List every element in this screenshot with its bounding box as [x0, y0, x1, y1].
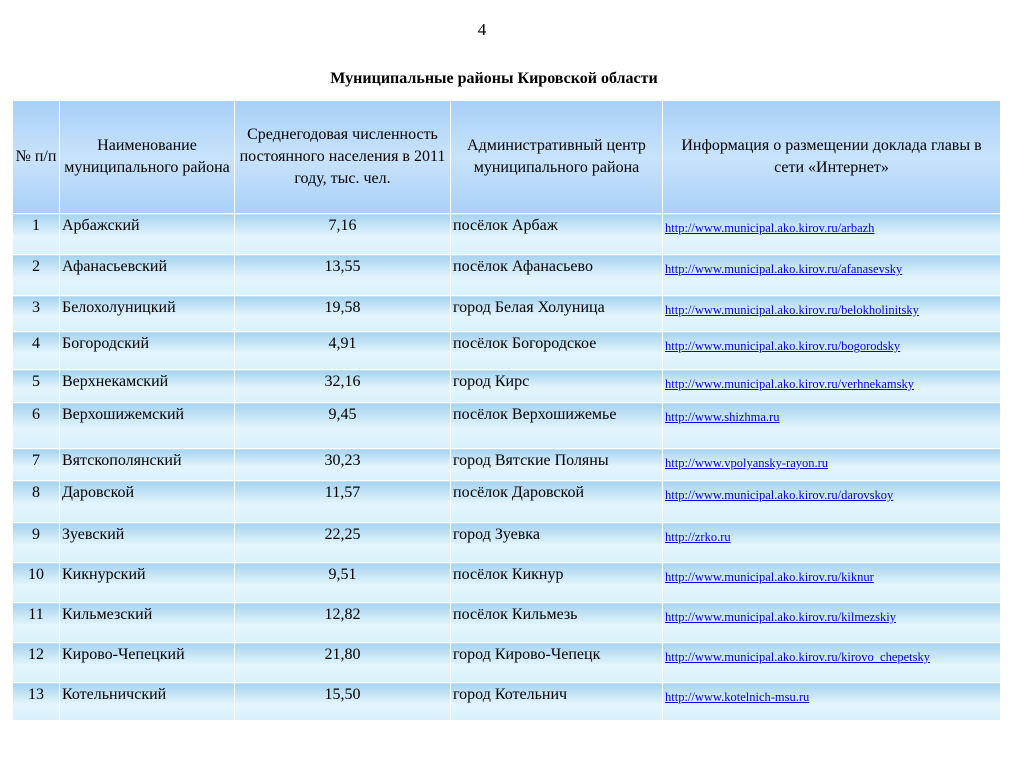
cell-district: Кикнурский — [60, 563, 235, 603]
cell-district: Котельничский — [60, 683, 235, 721]
cell-population: 15,50 — [235, 683, 451, 721]
report-link[interactable]: http://www.municipal.ako.kirov.ru/afanasevsky — [665, 262, 903, 276]
page-title: Муниципальные районы Кировской области — [330, 70, 658, 87]
cell-population: 13,55 — [235, 255, 451, 296]
table-row — [13, 683, 1001, 721]
cell-report-link — [663, 683, 1001, 721]
cell-admin-center: посёлок Кикнур — [451, 563, 663, 603]
table-row — [13, 214, 1001, 255]
table-row — [13, 332, 1001, 370]
cell-admin-center: посёлок Даровской — [451, 481, 663, 523]
cell-number: 1 — [13, 214, 60, 255]
cell-report-link — [663, 603, 1001, 643]
report-link[interactable]: http://www.municipal.ako.kirov.ru/kilmezskiy — [665, 610, 896, 624]
table-row — [13, 481, 1001, 523]
cell-report-link — [663, 449, 1001, 481]
cell-report-link — [663, 214, 1001, 255]
cell-admin-center: город Вятские Поляны — [451, 449, 663, 481]
table-row — [13, 403, 1001, 449]
cell-report-link — [663, 481, 1001, 523]
cell-admin-center: посёлок Кильмезь — [451, 603, 663, 643]
cell-admin-center: город Кирово-Чепецк — [451, 643, 663, 683]
table-row — [13, 449, 1001, 481]
report-link[interactable]: http://www.municipal.ako.kirov.ru/arbazh — [665, 221, 875, 235]
header-population: Среднегодовая численность постоянного населения в 2011 году, тыс. чел. — [235, 101, 451, 214]
report-link[interactable]: http://www.shizhma.ru — [665, 410, 780, 424]
header-number: № п/п — [13, 101, 60, 214]
cell-report-link — [663, 255, 1001, 296]
table-row — [13, 255, 1001, 296]
cell-number: 3 — [13, 296, 60, 332]
cell-population: 9,51 — [235, 563, 451, 603]
report-link[interactable]: http://www.kotelnich-msu.ru — [665, 690, 810, 704]
table-row — [13, 643, 1001, 683]
report-link[interactable]: http://www.municipal.ako.kirov.ru/belokholinitsky — [665, 303, 919, 317]
page-number: 4 — [477, 20, 487, 39]
cell-number: 8 — [13, 481, 60, 523]
cell-report-link — [663, 332, 1001, 370]
cell-number: 7 — [13, 449, 60, 481]
cell-district: Арбажский — [60, 214, 235, 255]
header-admin-center: Административный центр муниципального района — [451, 101, 663, 214]
cell-district: Богородский — [60, 332, 235, 370]
cell-report-link — [663, 403, 1001, 449]
cell-population: 12,82 — [235, 603, 451, 643]
cell-number: 12 — [13, 643, 60, 683]
cell-district: Даровской — [60, 481, 235, 523]
cell-population: 32,16 — [235, 370, 451, 403]
cell-report-link — [663, 523, 1001, 563]
cell-number: 5 — [13, 370, 60, 403]
cell-population: 30,23 — [235, 449, 451, 481]
districts-table — [12, 100, 1001, 721]
cell-admin-center: посёлок Арбаж — [451, 214, 663, 255]
header-internet-info: Информация о размещении доклада главы в сети «Интернет» — [663, 101, 1001, 214]
cell-number: 13 — [13, 683, 60, 721]
cell-district: Верхошижемский — [60, 403, 235, 449]
cell-district: Кильмезский — [60, 603, 235, 643]
cell-admin-center: посёлок Афанасьево — [451, 255, 663, 296]
cell-admin-center: город Котельнич — [451, 683, 663, 721]
cell-population: 9,45 — [235, 403, 451, 449]
cell-admin-center: город Зуевка — [451, 523, 663, 563]
cell-district: Верхнекамский — [60, 370, 235, 403]
cell-number: 11 — [13, 603, 60, 643]
cell-population: 7,16 — [235, 214, 451, 255]
cell-admin-center: город Кирс — [451, 370, 663, 403]
cell-number: 10 — [13, 563, 60, 603]
report-link[interactable]: http://www.municipal.ako.kirov.ru/bogorodsky — [665, 339, 901, 353]
report-link[interactable]: http://www.municipal.ako.kirov.ru/kirovo_chepetsky — [665, 650, 930, 664]
cell-district: Афанасьевский — [60, 255, 235, 296]
table-row — [13, 370, 1001, 403]
cell-district: Зуевский — [60, 523, 235, 563]
cell-report-link — [663, 643, 1001, 683]
cell-district: Вятскополянский — [60, 449, 235, 481]
cell-number: 6 — [13, 403, 60, 449]
report-link[interactable]: http://zrko.ru — [665, 530, 731, 544]
cell-report-link — [663, 563, 1001, 603]
cell-admin-center: город Белая Холуница — [451, 296, 663, 332]
cell-population: 19,58 — [235, 296, 451, 332]
cell-number: 2 — [13, 255, 60, 296]
cell-population: 21,80 — [235, 643, 451, 683]
table-row — [13, 296, 1001, 332]
table-header-row — [13, 101, 1001, 214]
report-link[interactable]: http://www.vpolyansky-rayon.ru — [665, 456, 829, 470]
cell-admin-center: посёлок Верхошижемье — [451, 403, 663, 449]
table-body — [13, 214, 1001, 721]
report-link[interactable]: http://www.municipal.ako.kirov.ru/darovskoy — [665, 488, 894, 502]
cell-report-link — [663, 296, 1001, 332]
report-link[interactable]: http://www.municipal.ako.kirov.ru/verhnekamsky — [665, 377, 915, 391]
cell-population: 11,57 — [235, 481, 451, 523]
cell-report-link — [663, 370, 1001, 403]
table-row — [13, 563, 1001, 603]
cell-number: 9 — [13, 523, 60, 563]
cell-district: Белохолуницкий — [60, 296, 235, 332]
header-district: Наименование муниципального района — [60, 101, 235, 214]
cell-population: 22,25 — [235, 523, 451, 563]
cell-admin-center: посёлок Богородское — [451, 332, 663, 370]
cell-district: Кирово-Чепецкий — [60, 643, 235, 683]
cell-number: 4 — [13, 332, 60, 370]
cell-population: 4,91 — [235, 332, 451, 370]
report-link[interactable]: http://www.municipal.ako.kirov.ru/kiknur — [665, 570, 874, 584]
table-row — [13, 523, 1001, 563]
table-row — [13, 603, 1001, 643]
